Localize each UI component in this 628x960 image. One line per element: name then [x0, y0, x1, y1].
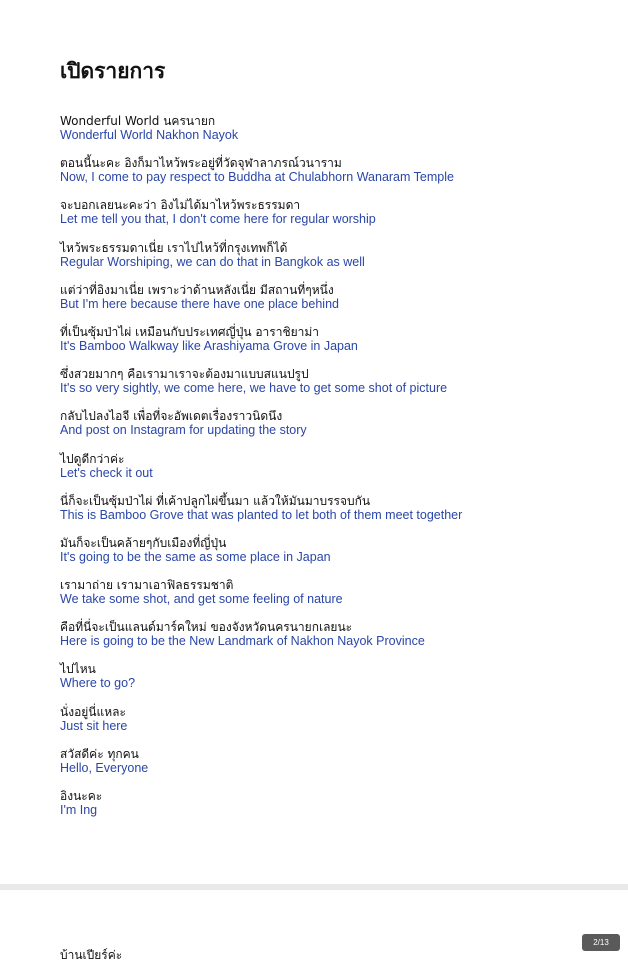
transcript-pair [60, 452, 600, 494]
transcript-line-thai: บ้านเปียร์ค่ะ [60, 948, 123, 960]
transcript-line-english: Let's check it out [60, 465, 153, 480]
transcript-line-english: But I'm here because there have one place behind [60, 296, 339, 311]
transcript-line-english: Where to go? [60, 676, 136, 691]
transcript-line-thai: ไปไหน [60, 662, 96, 677]
transcript-line-thai: ตอนนี้นะคะ อิงก็มาไหว้พระอยู่ที่วัดจุฬาลาภรณ์วนาราม [60, 156, 342, 171]
transcript-line-english: Now, I come to pay respect to Buddha at Chulabhorn Wanaram Temple [60, 170, 454, 185]
transcript-line-thai: ที่เป็นซุ้มป่าไผ่ เหมือนกับประเทศญี่ปุ่น อาราชิยาม่า [60, 324, 320, 339]
page-indicator: 2/13 [582, 934, 620, 951]
transcript-pair [60, 367, 600, 409]
transcript-pair [60, 620, 600, 662]
transcript-line-thai: ซึ่งสวยมากๆ คือเรามาเราจะต้องมาแบบสแนปรูป [60, 367, 309, 382]
transcript-pair [60, 494, 600, 536]
transcript-line-thai: กลับไปลงไอจี เพื่อที่จะอัพเดตเรื่องราวนิดนึง [60, 409, 283, 424]
transcript-pair [60, 198, 600, 240]
transcript-line-thai: นี่ก็จะเป็นซุ้มป่าไผ่ ที่เค้าปลูกไผ่ขึ้นมา แล้วให้มันมาบรรจบกัน [60, 493, 371, 508]
transcript-line-english: It's going to be the same as some place in Japan [60, 549, 331, 564]
transcript-pair [60, 325, 600, 367]
transcript-pair [60, 114, 600, 156]
transcript-line-english: And post on Instagram for updating the story [60, 423, 307, 438]
transcript-pair [60, 705, 600, 747]
transcript-line-english: Regular Worshiping, we can do that in Bangkok as well [60, 254, 365, 269]
transcript-line-english: Just sit here [60, 718, 128, 733]
transcript-pair [60, 156, 600, 198]
transcript-line-thai: คือที่นี่จะเป็นแลนด์มาร์คใหม่ ของจังหวัดนครนายกเลยนะ [60, 620, 353, 635]
transcript-line-english: This is Bamboo Grove that was planted to let both of them meet together [60, 507, 463, 522]
transcript-line-thai: ไปดูดีกว่าค่ะ [60, 451, 125, 466]
transcript-line-thai: แต่ว่าที่อิงมาเนี่ย เพราะว่าด้านหลังเนี่ย มีสถานที่ๆหนึ่ง [60, 282, 334, 297]
next-document-page [0, 890, 628, 960]
transcript-pair [60, 789, 600, 831]
transcript-pair [60, 409, 600, 451]
transcript-line-english: Wonderful World Nakhon Nayok [60, 128, 239, 142]
transcript-pair [60, 283, 600, 325]
transcript-line-thai: สวัสดีค่ะ ทุกคน [60, 746, 139, 761]
transcript-line-english: I'm Ing [60, 803, 98, 817]
transcript-line-thai: Wonderful World นครนายก [60, 114, 216, 128]
transcript-pair [60, 536, 600, 578]
transcript-line-thai: จะบอกเลยนะคะว่า อิงไม่ได้มาไหว้พระธรรมดา [60, 198, 301, 213]
transcript-line-english: Here is going to be the New Landmark of Nakhon Nayok Province [60, 634, 425, 649]
transcript-pair [60, 241, 600, 283]
transcript-line-thai: ไหว้พระธรรมดาเนี่ย เราไปไหว้ที่กรุงเทพก็ได้ [60, 240, 288, 255]
transcript-line-thai: เรามาถ่าย เรามาเอาฟิลธรรมชาติ [60, 578, 234, 593]
transcript-line-thai: อิงนะคะ [60, 789, 103, 803]
transcript-pair [60, 747, 600, 789]
transcript-line-english: Let me tell you that, I don't come here for regular worship [60, 212, 376, 227]
transcript-line-english: It's so very sightly, we come here, we have to get some shot of picture [60, 381, 448, 396]
transcript-line-english: Hello, Everyone [60, 760, 149, 775]
transcript-pair [60, 662, 600, 704]
transcript-pair [60, 578, 600, 620]
transcript-line-thai: นั่งอยู่นี่แหละ [60, 704, 126, 719]
transcript-line-thai: มันก็จะเป็นคล้ายๆกับเมืองที่ญี่ปุ่น [60, 535, 227, 550]
transcript-lines [60, 114, 600, 831]
page-title: เปิดรายการ [60, 59, 166, 83]
transcript-line-english: We take some shot, and get some feeling of nature [60, 592, 343, 607]
transcript-line-english: It's Bamboo Walkway like Arashiyama Grove in Japan [60, 338, 358, 353]
